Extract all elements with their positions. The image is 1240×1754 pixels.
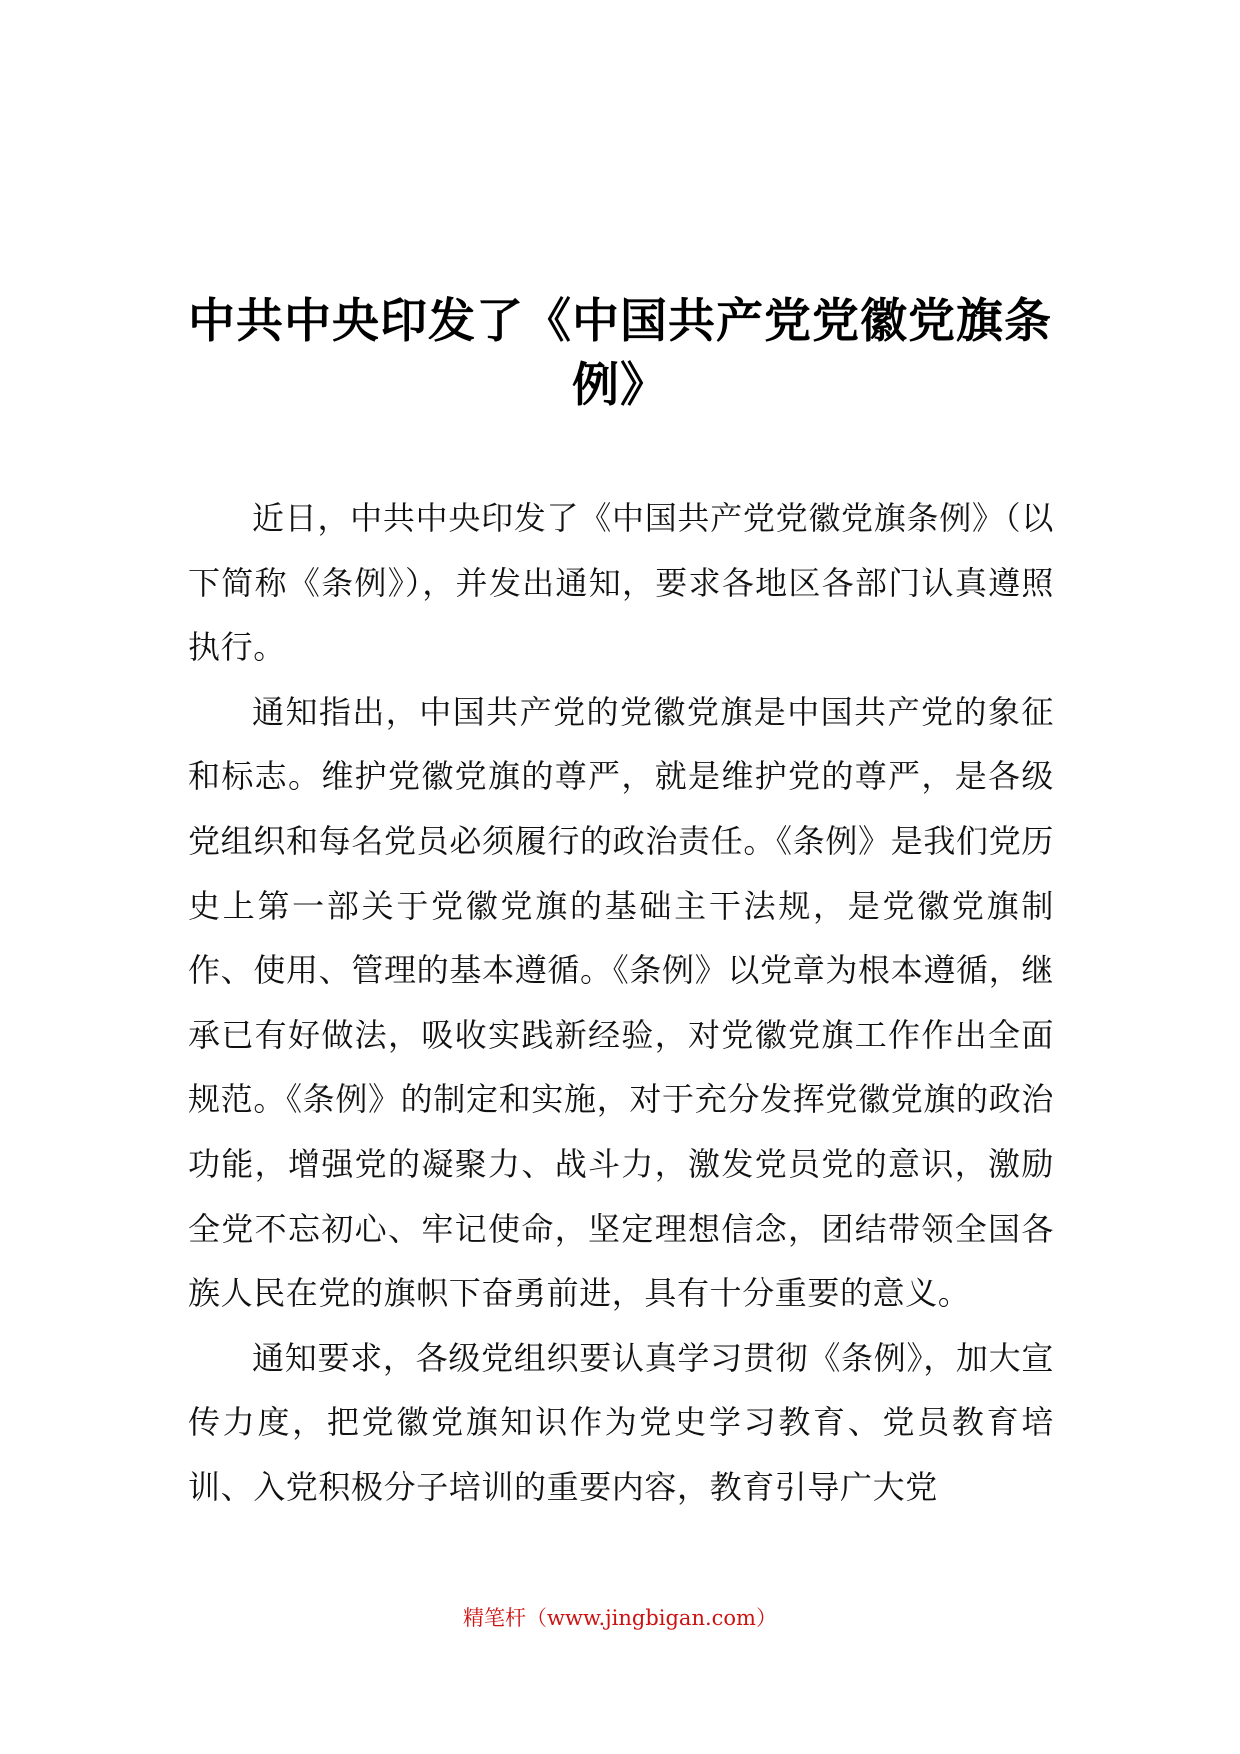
paragraph-1: 近日，中共中央印发了《中国共产党党徽党旗条例》（以下简称《条例》），并发出通知，要求各地区各部门认真遵照执行。 bbox=[188, 499, 1054, 667]
document-body bbox=[188, 486, 1054, 1520]
document-title-line-2: 例》 bbox=[572, 358, 668, 413]
paragraph-3: 通知要求，各级党组织要认真学习贯彻《条例》，加大宣传力度，把党徽党旗知识作为党史学习教育、党员教育培训、入党积极分子培训的重要内容，教育引导广大党 bbox=[188, 1338, 1054, 1506]
document-title-line-1: 中共中央印发了《中国共产党党徽党旗条 bbox=[188, 294, 1052, 349]
paragraph-2: 通知指出，中国共产党的党徽党旗是中国共产党的象征和标志。维护党徽党旗的尊严，就是维护党的尊严，是各级党组织和每名党员必须履行的政治责任。《条例》是我们党历史上第一部关于党徽党旗的基础主干法规，是党徽党旗制作、使用、管理的基本遵循。《条例》以党章为根本遵循，继承已有好做法，吸收实践新经验，对党徽党旗工作作出全面规范。《条例》的制定和实施，对于充分发挥党徽党旗的政治功能，增强党的凝聚力、战斗力，激发党员党的意识，激励全党不忘初心、牢记使命，坚定理想信念，团结带领全国各族人民在党的旗帜下奋勇前进，具有十分重要的意义。 bbox=[188, 692, 1054, 1313]
document-title bbox=[188, 290, 1052, 418]
footer-watermark: 精笔杆（www.jingbigan.com） bbox=[463, 1606, 777, 1630]
